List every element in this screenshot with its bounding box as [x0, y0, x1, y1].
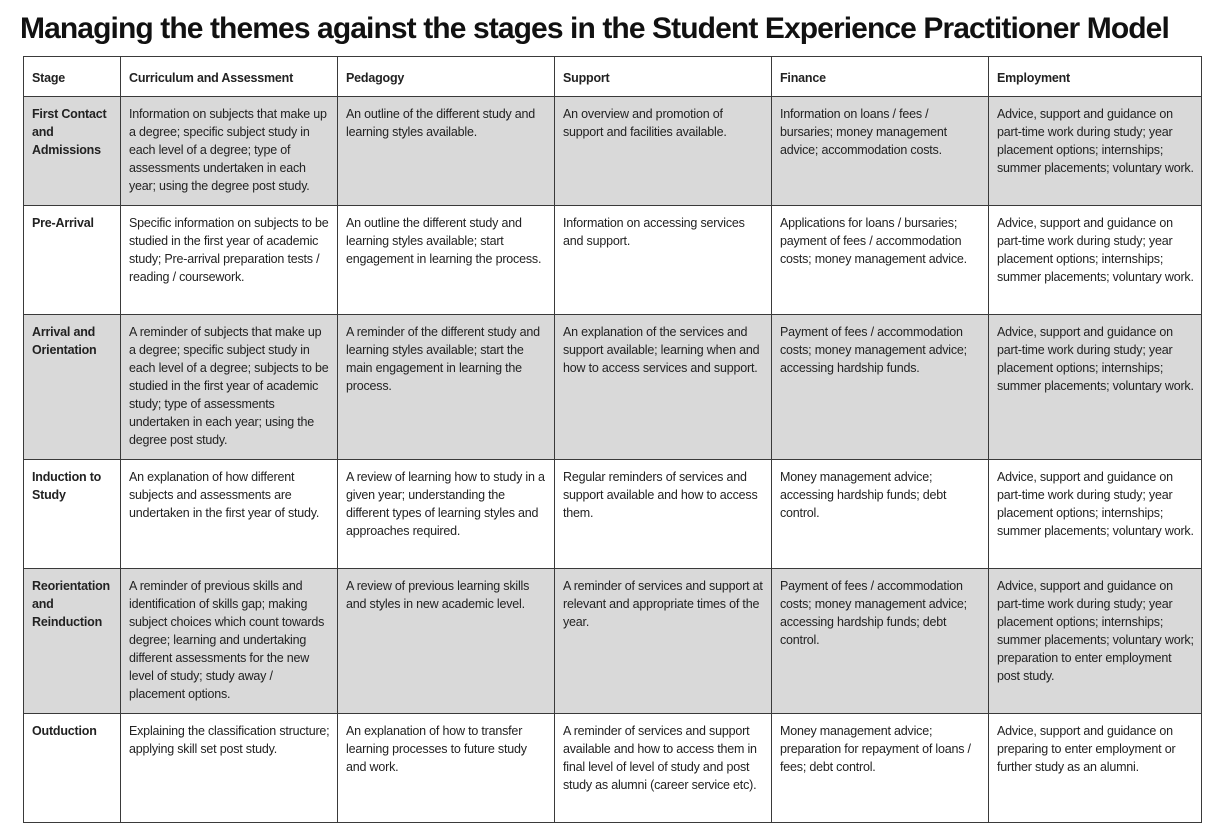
- column-header-support: Support: [555, 57, 772, 97]
- stage-cell: First Contact and Admissions: [24, 97, 121, 206]
- finance-cell: Payment of fees / accommodation costs; money management advice; accessing hardship funds.: [772, 315, 989, 460]
- finance-cell: Payment of fees / accommodation costs; money management advice; accessing hardship funds; debt control.: [772, 569, 989, 714]
- column-header-curriculum: Curriculum and Assessment: [121, 57, 338, 97]
- stage-cell: Arrival and Orientation: [24, 315, 121, 460]
- curriculum-cell: A reminder of previous skills and identification of skills gap; making subject choices which count towards degree; learning and undertaking different assessments for the new level of study; study away / placement options.: [121, 569, 338, 714]
- support-cell: An overview and promotion of support and facilities available.: [555, 97, 772, 206]
- finance-cell: Applications for loans / bursaries; payment of fees / accommodation costs; money management advice.: [772, 206, 989, 315]
- table-row: [24, 714, 1202, 823]
- employment-cell: Advice, support and guidance on part-time work during study; year placement options; internships; summer placements; voluntary work.: [989, 97, 1202, 206]
- employment-cell: Advice, support and guidance on preparing to enter employment or further study as an alumni.: [989, 714, 1202, 823]
- curriculum-cell: Explaining the classification structure; applying skill set post study.: [121, 714, 338, 823]
- finance-cell: Money management advice; accessing hardship funds; debt control.: [772, 460, 989, 569]
- column-header-finance: Finance: [772, 57, 989, 97]
- pedagogy-cell: A reminder of the different study and learning styles available; start the main engagement in learning the process.: [338, 315, 555, 460]
- column-header-pedagogy: Pedagogy: [338, 57, 555, 97]
- table-row: [24, 206, 1202, 315]
- pedagogy-cell: An explanation of how to transfer learning processes to future study and work.: [338, 714, 555, 823]
- stage-cell: Pre-Arrival: [24, 206, 121, 315]
- curriculum-cell: Specific information on subjects to be studied in the first year of academic study; Pre-arrival preparation tests / reading / coursework.: [121, 206, 338, 315]
- pedagogy-cell: An outline the different study and learning styles available; start engagement in learning the process.: [338, 206, 555, 315]
- table-row: [24, 569, 1202, 714]
- support-cell: A reminder of services and support at relevant and appropriate times of the year.: [555, 569, 772, 714]
- support-cell: An explanation of the services and support available; learning when and how to access services and support.: [555, 315, 772, 460]
- pedagogy-cell: A review of learning how to study in a given year; understanding the different types of learning styles and approaches required.: [338, 460, 555, 569]
- curriculum-cell: A reminder of subjects that make up a degree; specific subject study in each level of a degree; subjects to be studied in the first year of academic study; type of assessments undertaken in each year; using the degree post study.: [121, 315, 338, 460]
- stage-cell: Outduction: [24, 714, 121, 823]
- column-header-employment: Employment: [989, 57, 1202, 97]
- employment-cell: Advice, support and guidance on part-time work during study; year placement options; internships; summer placements; voluntary work.: [989, 460, 1202, 569]
- finance-cell: Information on loans / fees / bursaries; money management advice; accommodation costs.: [772, 97, 989, 206]
- column-header-stage: Stage: [24, 57, 121, 97]
- employment-cell: Advice, support and guidance on part-time work during study; year placement options; internships; summer placements; voluntary work.: [989, 315, 1202, 460]
- employment-cell: Advice, support and guidance on part-time work during study; year placement options; internships; summer placements; voluntary work.: [989, 206, 1202, 315]
- support-cell: A reminder of services and support available and how to access them in final level of level of study and post study as alumni (career service etc).: [555, 714, 772, 823]
- stage-cell: Reorientation and Reinduction: [24, 569, 121, 714]
- table-row: [24, 97, 1202, 206]
- curriculum-cell: Information on subjects that make up a degree; specific subject study in each level of a degree; type of assessments undertaken in each year; using the degree post study.: [121, 97, 338, 206]
- employment-cell: Advice, support and guidance on part-time work during study; year placement options; internships; summer placements; voluntary work; preparation to enter employment post study.: [989, 569, 1202, 714]
- finance-cell: Money management advice; preparation for repayment of loans / fees; debt control.: [772, 714, 989, 823]
- curriculum-cell: An explanation of how different subjects and assessments are undertaken in the first year of study.: [121, 460, 338, 569]
- stage-cell: Induction to Study: [24, 460, 121, 569]
- table-header-row: [24, 57, 1202, 97]
- table-row: [24, 315, 1202, 460]
- pedagogy-cell: An outline of the different study and learning styles available.: [338, 97, 555, 206]
- support-cell: Regular reminders of services and support available and how to access them.: [555, 460, 772, 569]
- support-cell: Information on accessing services and support.: [555, 206, 772, 315]
- page-title: Managing the themes against the stages in the Student Experience Practitioner Model: [20, 12, 1169, 45]
- themes-stages-table: [23, 56, 1202, 823]
- table-row: [24, 460, 1202, 569]
- pedagogy-cell: A review of previous learning skills and styles in new academic level.: [338, 569, 555, 714]
